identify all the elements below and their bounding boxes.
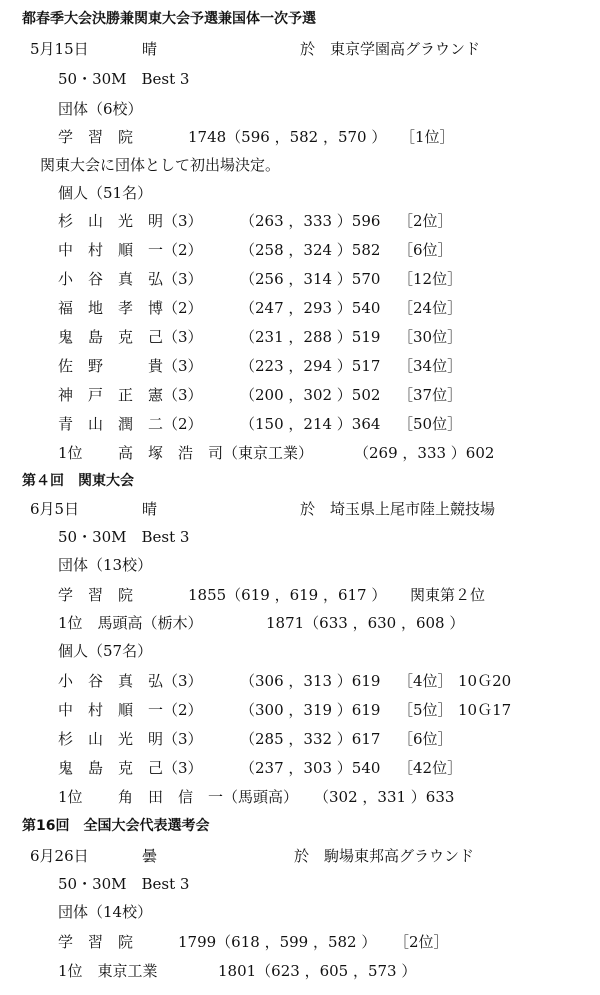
athlete-name: 福 地 孝 博（2） [58, 299, 203, 317]
weather: 晴 [142, 40, 158, 58]
team-score: 1871（633 ，630 ，608 ） [266, 614, 465, 632]
athlete-rank: ［6位］ [398, 730, 453, 748]
team-score: 1855（619 ，619 ，617 ） [188, 586, 387, 604]
athlete-rank: ［42位］ [398, 759, 463, 777]
section-title: 都春季大会決勝兼関東大会予選兼国体一次予選 [22, 11, 316, 27]
event-info: 50・30M Best 3 [58, 70, 190, 88]
athlete-name: 小 谷 真 弘（3） [58, 672, 203, 690]
athlete-score: （223 ，294 ）517 [240, 357, 381, 375]
team-name: 1位 東京工業 [58, 962, 158, 980]
athlete-name: 小 谷 真 弘（3） [58, 270, 203, 288]
team-header: 団体（14校） [58, 903, 153, 921]
athlete-rank: ［37位］ [398, 386, 463, 404]
athlete-extra: 10Ｇ20 [458, 672, 512, 690]
team-name: 学 習 院 [58, 586, 134, 604]
venue: 於 埼玉県上尾市陸上競技場 [300, 500, 496, 518]
winner-label: 1位 [58, 788, 83, 806]
individual-header: 個人（51名） [58, 184, 153, 202]
athlete-score: （285 ，332 ）617 [240, 730, 381, 748]
team-name: 1位 馬頭高（栃木） [58, 614, 203, 632]
athlete-rank: ［6位］ [398, 241, 453, 259]
athlete-score: （200 ，302 ）502 [240, 386, 381, 404]
weather: 晴 [142, 500, 158, 518]
athlete-rank: ［30位］ [398, 328, 463, 346]
athlete-name: 中 村 順 一（2） [58, 241, 203, 259]
winner-label: 1位 [58, 444, 83, 462]
date: 6月26日 [30, 847, 89, 865]
athlete-score: （306 ，313 ）619 [240, 672, 381, 690]
athlete-score: （231 ，288 ）519 [240, 328, 381, 346]
athlete-name: 佐 野 貴（3） [58, 357, 203, 375]
venue: 於 東京学園高グラウンド [300, 40, 481, 58]
team-rank: ［1位］ [400, 128, 455, 146]
athlete-name: 鬼 島 克 己（3） [58, 328, 203, 346]
winner-name: 角 田 信 一（馬頭高） [118, 788, 299, 806]
athlete-score: （247 ，293 ）540 [240, 299, 381, 317]
athlete-score: （150 ，214 ）364 [240, 415, 381, 433]
athlete-rank: ［5位］ [398, 701, 453, 719]
athlete-extra: 10Ｇ17 [458, 701, 512, 719]
athlete-name: 神 戸 正 憲（3） [58, 386, 203, 404]
athlete-name: 鬼 島 克 己（3） [58, 759, 203, 777]
athlete-name: 中 村 順 一（2） [58, 701, 203, 719]
athlete-rank: ［34位］ [398, 357, 463, 375]
athlete-rank: ［12位］ [398, 270, 463, 288]
athlete-score: （258 ，324 ）582 [240, 241, 381, 259]
athlete-rank: ［2位］ [398, 212, 453, 230]
weather: 曇 [142, 847, 158, 865]
section-title: 第16回 全国大会代表選考会 [22, 818, 210, 834]
date: 5月15日 [30, 40, 89, 58]
section-title: 第４回 関東大会 [22, 473, 134, 489]
athlete-score: （237 ，303 ）540 [240, 759, 381, 777]
winner-score: （302 ，331 ）633 [314, 788, 455, 806]
team-score: 1799（618 ，599 ，582 ） [178, 933, 377, 951]
athlete-rank: ［50位］ [398, 415, 463, 433]
winner-score: （269 ，333 ）602 [354, 444, 495, 462]
team-score: 1748（596 ，582 ，570 ） [188, 128, 387, 146]
team-score: 1801（623 ，605 ，573 ） [218, 962, 417, 980]
venue: 於 駒場東邦高グラウンド [294, 847, 475, 865]
athlete-rank: ［4位］ [398, 672, 453, 690]
athlete-score: （256 ，314 ）570 [240, 270, 381, 288]
winner-name: 高 塚 浩 司（東京工業） [118, 444, 314, 462]
event-info: 50・30M Best 3 [58, 875, 190, 893]
team-name: 学 習 院 [58, 128, 134, 146]
date: 6月5日 [30, 500, 80, 518]
team-name: 学 習 院 [58, 933, 134, 951]
athlete-score: （263 ，333 ）596 [240, 212, 381, 230]
team-header: 団体（13校） [58, 556, 153, 574]
team-rank: 関東第２位 [410, 586, 486, 604]
note: 関東大会に団体として初出場決定。 [40, 156, 281, 174]
athlete-name: 青 山 潤 二（2） [58, 415, 203, 433]
event-info: 50・30M Best 3 [58, 528, 190, 546]
athlete-name: 杉 山 光 明（3） [58, 730, 203, 748]
athlete-rank: ［24位］ [398, 299, 463, 317]
athlete-name: 杉 山 光 明（3） [58, 212, 203, 230]
athlete-score: （300 ，319 ）619 [240, 701, 381, 719]
team-header: 団体（6校） [58, 100, 143, 118]
team-rank: ［2位］ [394, 933, 449, 951]
individual-header: 個人（57名） [58, 642, 153, 660]
